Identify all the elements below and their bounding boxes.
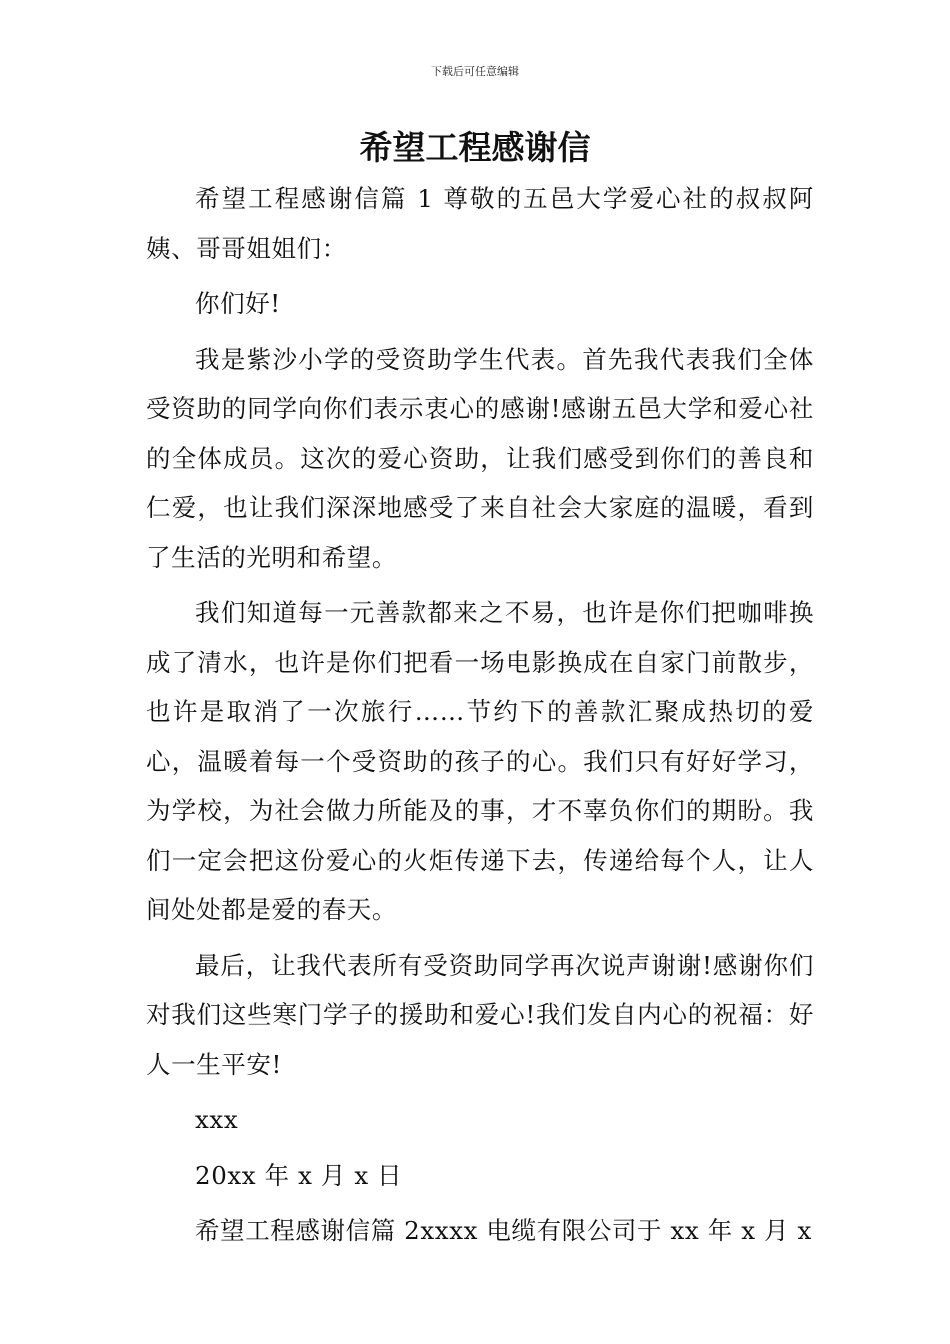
donation-paragraph: 我们知道每一元善款都来之不易，也许是你们把咖啡换成了清水，也许是你们把看一场电影换成在自家门前散步，也许是取消了一次旅行……节约下的善款汇聚成热切的爱心，温暖着每一个受资助的孩子的心。我们只有好好学习，为学校，为社会做力所能及的事，才不辜负你们的期盼。我们一定会把这份爱心的火炬传递下去，传递给每个人，让人间处处都是爱的春天。 (146, 598, 814, 924)
thanks-paragraph: 我是紫沙小学的受资助学生代表。首先我代表我们全体受资助的同学向你们表示衷心的感谢!感谢五邑大学和爱心社的全体成员。这次的爱心资助，让我们感受到你们的善良和仁爱，也让我们深深地感受了来自社会大家庭的温暖，看到了生活的光明和希望。 (146, 344, 814, 572)
signature-line: xxx (195, 1105, 239, 1134)
document-title: 希望工程感谢信 (359, 128, 591, 167)
header-note: 下载后可任意编辑 (431, 65, 519, 78)
greeting-paragraph: 你们好! (195, 289, 281, 318)
date-line: 20xx 年 x 月 x 日 (195, 1160, 403, 1190)
letter-body (146, 174, 814, 1262)
salutation-paragraph: 希望工程感谢信篇 1 尊敬的五邑大学爱心社的叔叔阿姨、哥哥姐姐们： (146, 184, 814, 263)
second-letter-intro: 希望工程感谢信篇 2xxxx 电缆有限公司于 xx 年 x 月 x (195, 1216, 812, 1245)
closing-paragraph: 最后，让我代表所有受资助同学再次说声谢谢!感谢你们对我们这些寒门学子的援助和爱心!我们发自内心的祝福：好人一生平安! (146, 950, 814, 1079)
